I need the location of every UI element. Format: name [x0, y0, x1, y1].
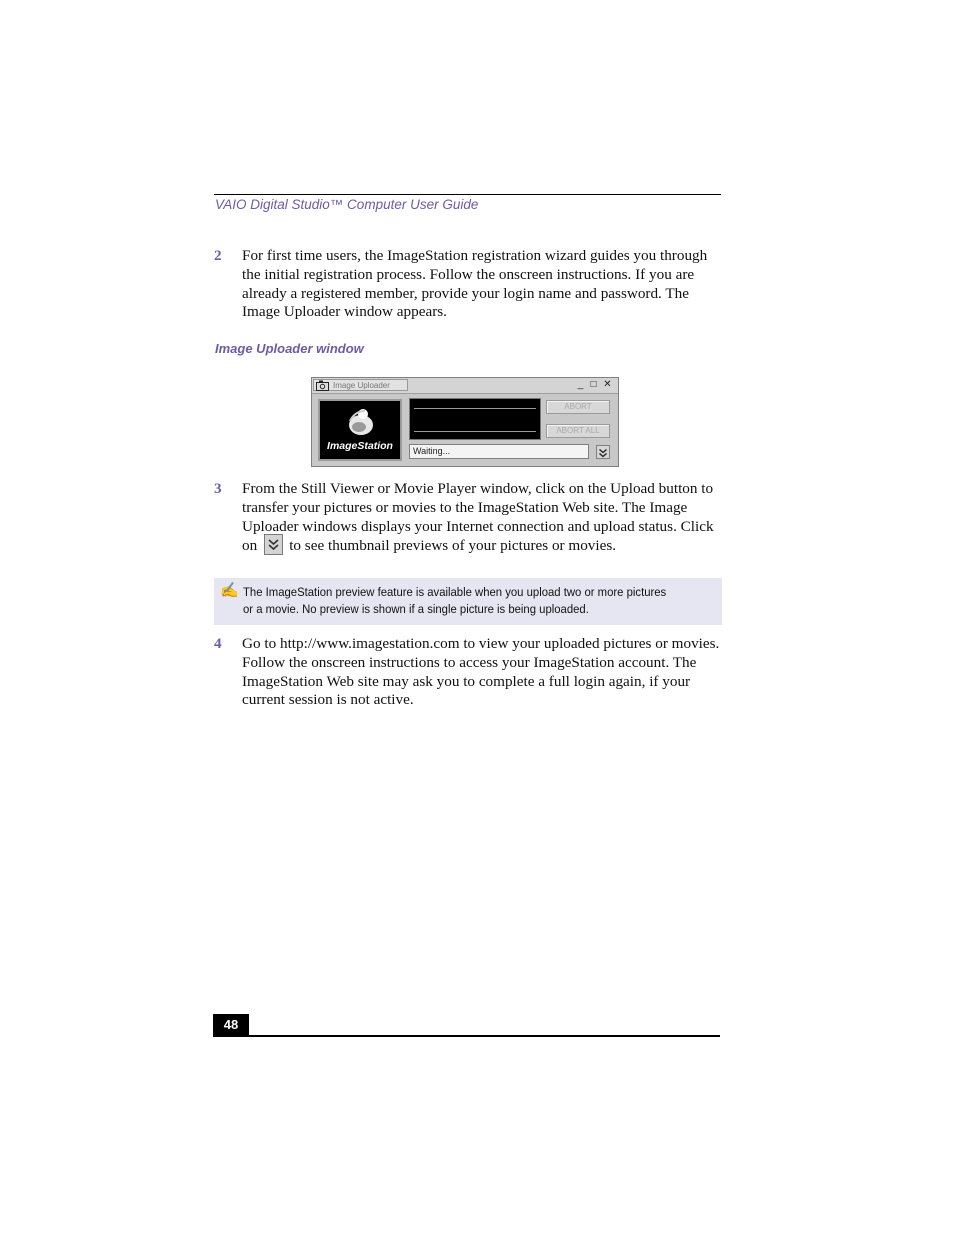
window-title-tab: [313, 379, 408, 391]
step-text-after: to see thumbnail previews of your pictures or movies.: [289, 537, 617, 555]
step-number: 4: [214, 635, 222, 652]
upload-status-panel: [409, 398, 541, 440]
header-rule: [214, 194, 721, 195]
expand-preview-button-image: [264, 534, 283, 555]
step-text-before: From the Still Viewer or Movie Player window, click on the Upload button to transfer your pictures or movies to the ImageStation Web site. The Image Uploader windows displays your Internet connection and upload status. Click on: [242, 480, 714, 555]
step-3: [214, 480, 722, 557]
page-number: 48: [213, 1014, 249, 1036]
maximize-button[interactable]: □: [590, 379, 597, 390]
double-chevron-down-icon: [597, 446, 609, 463]
window-titlebar: [312, 378, 618, 394]
guide-title: VAIO Digital Studio™ Computer User Guide: [215, 197, 479, 212]
note-line: The ImageStation preview feature is available when you upload two or more pictures: [243, 585, 667, 599]
figure-caption: Image Uploader window: [215, 341, 364, 356]
imagestation-logo-panel: [318, 399, 402, 461]
app-icon: [316, 380, 329, 394]
status-field: Waiting...: [409, 444, 589, 459]
imagestation-logo-icon: [347, 407, 375, 442]
expand-preview-button[interactable]: [596, 445, 610, 459]
pencil-note-icon: ✍: [220, 583, 239, 599]
progress-track: [414, 431, 536, 432]
step-text: Go to http://www.imagestation.com to view your uploaded pictures or movies. Follow the onscreen instructions to access your ImageStation account. The ImageStation Web site may ask you to complete a full login again, if your current session is not active.: [242, 635, 720, 709]
step-2: [214, 247, 722, 322]
abort-button[interactable]: ABORT: [546, 400, 610, 414]
window-title: Image Uploader: [333, 381, 390, 390]
minimize-button[interactable]: _: [577, 379, 584, 390]
footer-rule: [213, 1035, 720, 1037]
note-line: or a movie. No preview is shown if a single picture is being uploaded.: [243, 602, 589, 616]
imagestation-logo-text: ImageStation: [327, 440, 393, 452]
close-button[interactable]: ✕: [603, 379, 612, 390]
step-4: [214, 635, 722, 710]
step-text: [242, 480, 722, 557]
step-text: For first time users, the ImageStation registration wizard guides you through the initial registration process. Follow the onscreen instructions. If you are already a registered member, provide your login name and password. The Image Uploader window appears.: [242, 247, 708, 321]
note-text: [243, 584, 681, 618]
abort-all-button[interactable]: ABORT ALL: [546, 424, 610, 438]
image-uploader-window: [311, 377, 619, 467]
note-box: [214, 578, 722, 625]
step-number: 3: [214, 480, 222, 497]
step-number: 2: [214, 247, 222, 264]
double-chevron-down-icon: [265, 535, 282, 554]
status-divider: [414, 408, 536, 409]
